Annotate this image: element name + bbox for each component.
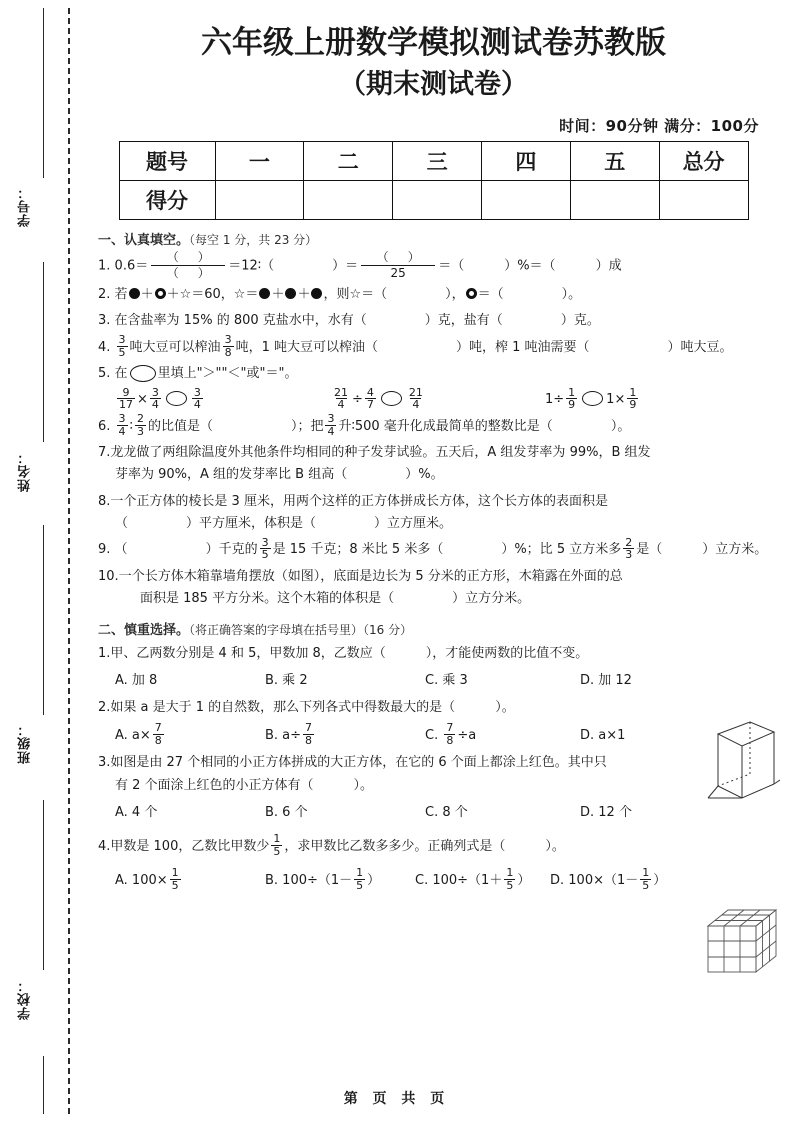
q2-2-stem: 如果 a 是大于 1 的自然数，那么下列各式中得数最大的是（ (110, 700, 456, 716)
question-number: 7. (98, 445, 111, 461)
fraction-blank-over-25[interactable]: $\frac{( )}{25}$ (361, 250, 435, 280)
q2-2-stem2: ）。 (495, 700, 515, 716)
q5-e3-left: 1÷ (545, 392, 565, 408)
section-1-title: 一、认真填空。 (98, 233, 190, 249)
q5-e3-right: 1× (606, 392, 626, 408)
q2-t7: ）， (445, 287, 465, 303)
question-1-8-cont (98, 511, 771, 536)
sealing-dashed-line (68, 8, 70, 1114)
q6-t2: 的比值是（ (147, 418, 213, 434)
q10-line2: 面积是 185 平方分米。这个木箱的体积是（ (140, 591, 395, 607)
q1-part3: ＝（ (438, 258, 465, 274)
question-number: 1. (98, 258, 111, 274)
option-b[interactable]: B. 6 个 (265, 805, 308, 821)
question-number: 4. (98, 339, 111, 355)
seal-rule-2 (43, 262, 44, 442)
section-1-heading (98, 229, 771, 248)
q9-t6: ）立方米。 (702, 542, 768, 558)
q1-part1: ＝12∶（ (228, 258, 275, 274)
q3-t3: ）克。 (560, 313, 600, 329)
fraction-21-4: $\frac{21}{4}$ (408, 385, 423, 412)
q2-3-line2b: ）。 (353, 777, 374, 793)
q2-t1: 若 (114, 287, 128, 303)
q9-t4: ）%；比 5 立方米多 (501, 542, 622, 558)
q2-1-stem: 甲、乙两数分别是 4 和 5，甲数加 8，乙数应（ (110, 645, 386, 661)
seal-rule-4 (43, 800, 44, 970)
option-c-text: C. (425, 727, 443, 743)
q8-line2c: ）立方厘米。 (374, 516, 453, 532)
question-2-2-options (115, 722, 771, 751)
question-2-4-options (115, 867, 771, 896)
question-1-2 (98, 282, 771, 307)
q2-4-stem-post: ，求甲数比乙数多多少。正确列式是（ (284, 838, 506, 854)
option-a-text: A. a× (115, 727, 151, 743)
option-b-text: B. a÷ (265, 727, 302, 743)
question-number: 8. (98, 493, 111, 509)
seal-label-name: 姓名： (18, 450, 33, 492)
black-circle-icon (259, 288, 270, 299)
black-circle-dot-icon (466, 288, 477, 299)
option-c[interactable] (425, 722, 580, 751)
table-row (119, 142, 748, 181)
fraction-1-5: $\frac{1}{5}$ (642, 866, 650, 892)
score-cell-1[interactable] (215, 181, 304, 220)
fraction-7-8: $\frac{7}{8}$ (446, 721, 454, 747)
option-b-suffix: ） (367, 873, 381, 888)
seal-rule-3 (43, 525, 44, 715)
fraction-blank-over-blank[interactable]: $\frac{( )}{( )}$ (151, 250, 225, 280)
question-1-1 (98, 251, 771, 281)
option-c-suffix: ÷a (457, 727, 477, 743)
fraction-3-4: $\frac{3}{4}$ (118, 412, 126, 438)
section-2-heading (98, 619, 771, 638)
fraction-1-5: $\frac{1}{5}$ (273, 832, 281, 858)
question-number: 6. (98, 418, 111, 434)
q8-line2: （ (115, 516, 129, 532)
q2-3-line2: 有 2 个面涂上红色的小正方体有（ (115, 777, 314, 793)
q8-line2b: ）平方厘米，体积是（ (186, 516, 317, 532)
sealing-margin (0, 0, 92, 1122)
black-circle-icon (129, 288, 140, 299)
question-2-1-options (115, 667, 771, 696)
q2-t8: ＝（ (477, 287, 504, 303)
score-cell-5[interactable] (570, 181, 659, 220)
score-table-col-4: 四 (481, 142, 570, 181)
option-d[interactable]: D. 12 个 (580, 805, 632, 821)
question-1-9 (98, 537, 771, 562)
q2-t2: ＋ (140, 287, 154, 303)
question-1-3 (98, 308, 771, 333)
score-table-col-3: 三 (393, 142, 482, 181)
cube-3x3x3-diagram (702, 902, 782, 978)
seal-rule-1 (43, 8, 44, 178)
question-1-5 (98, 361, 771, 386)
q2-t9: ）。 (561, 287, 582, 303)
fraction-1-5: $\frac{1}{5}$ (171, 866, 179, 892)
option-c[interactable] (415, 867, 550, 896)
q6-t3: ）；把 (290, 418, 324, 434)
question-2-1 (98, 641, 771, 666)
option-a[interactable] (115, 867, 265, 896)
q5-expression-3 (545, 387, 640, 412)
q2-t4: ＋ (271, 287, 285, 303)
question-1-5-expressions (98, 387, 771, 412)
q1-part5: ）成 (595, 258, 622, 274)
q1-part2: ）＝ (332, 258, 359, 274)
fraction-1-5: $\frac{1}{5}$ (506, 866, 514, 892)
question-number: 2. (98, 287, 111, 303)
fraction-9-17: $\frac{9}{17}$ (119, 385, 133, 412)
score-cell-2[interactable] (304, 181, 393, 220)
black-circle-dot-icon (155, 288, 166, 299)
option-c[interactable]: C. 8 个 (425, 805, 468, 821)
q2-t3: ＋☆＝60，☆＝ (166, 287, 259, 303)
option-a[interactable]: A. 加 8 (115, 672, 158, 688)
black-circle-icon (311, 288, 322, 299)
fraction-1-5: $\frac{1}{5}$ (356, 866, 364, 892)
q9-t2: ）千克的 (205, 542, 258, 558)
question-number: 10. (98, 568, 119, 584)
fraction-3-5: $\frac{3}{5}$ (118, 333, 126, 359)
seal-label-school: 学校： (18, 978, 33, 1020)
page-subtitle: （期末测试卷） (339, 68, 528, 100)
section-2-points: （将正确答案的字母填在括号里）（16 分） (189, 622, 413, 637)
q9-t3: 是 15 千克；8 米比 5 米多（ (272, 542, 444, 558)
question-number: 9. (98, 542, 111, 558)
q2-t5: ＋ (297, 287, 311, 303)
question-1-4 (98, 335, 771, 360)
comparison-circle-blank[interactable] (166, 391, 187, 406)
fraction-3-8: $\frac{3}{8}$ (224, 333, 232, 359)
fraction-3-4: $\frac{3}{4}$ (151, 385, 159, 412)
question-1-10-cont (98, 586, 771, 611)
score-cell-3[interactable] (393, 181, 482, 220)
question-2-2 (98, 695, 771, 720)
question-number: 5. (98, 366, 111, 382)
q5-expression-2 (330, 387, 545, 412)
table-row (119, 181, 748, 220)
title-block (96, 0, 771, 105)
q7-line2: 芽率为 90%，A 组的发芽率比 B 组高（ (115, 467, 348, 483)
q5-text2: 里填上"＞""＜"或"＝"。 (157, 366, 298, 382)
option-c-text: C. 100÷（1＋ (415, 873, 503, 888)
q7-line2b: ）%。 (405, 467, 444, 483)
question-1-6 (98, 414, 771, 439)
score-table-col-2: 二 (304, 142, 393, 181)
fraction-21-4: $\frac{21}{4}$ (334, 385, 348, 412)
option-d-suffix: ） (653, 873, 667, 888)
score-cell-4[interactable] (481, 181, 570, 220)
q4-t4: ）吨大豆。 (667, 339, 733, 355)
fraction-7-8: $\frac{7}{8}$ (154, 721, 162, 747)
option-a[interactable]: A. 4 个 (115, 805, 158, 821)
q2-t6: ，则☆＝（ (323, 287, 388, 303)
score-table-col-total: 总分 (659, 142, 748, 181)
page-title: 六年级上册数学模拟测试卷苏教版 (201, 25, 666, 61)
question-number: 3. (98, 755, 111, 771)
option-d[interactable]: D. a×1 (580, 727, 626, 743)
option-a[interactable] (115, 722, 265, 751)
fraction-7-8: $\frac{7}{8}$ (305, 721, 313, 747)
q2-1-stem2: ），才能使两数的比值不变。 (425, 645, 589, 661)
option-d[interactable] (550, 867, 700, 896)
q8-line1: 一个正方体的棱长是 3 厘米，用两个这样的正方体拼成长方体，这个长方体的表面积是 (110, 493, 608, 509)
fraction-2-3: $\frac{2}{3}$ (625, 535, 633, 562)
black-circle-icon (285, 288, 296, 299)
option-c-suffix: ） (517, 873, 531, 888)
exam-meta: 时间：90分钟 满分：100分 (559, 117, 759, 136)
seal-label-student-id: 学号： (18, 185, 33, 227)
question-2-3-options (115, 799, 771, 828)
q1-part4: ）%＝（ (504, 258, 556, 274)
fraction-1-9: $\frac{1}{9}$ (568, 385, 576, 412)
operator-multiply: × (137, 392, 148, 408)
option-b-text: B. 100÷（1－ (265, 873, 353, 888)
option-b[interactable] (265, 722, 425, 751)
option-b[interactable] (265, 867, 415, 896)
fraction-4-7: $\frac{4}{7}$ (366, 385, 374, 412)
section-2-title: 二、慎重选择。 (98, 622, 190, 638)
comparison-circle-blank[interactable] (582, 391, 603, 406)
fraction-1-9: $\frac{1}{9}$ (629, 385, 637, 412)
q5-text: 在 (114, 366, 128, 382)
q3-t2: ）克，盐有（ (424, 313, 503, 329)
section-1-points: （每空 1 分，共 23 分） (189, 233, 318, 248)
q7-line1: 龙龙做了两组除温度外其他条件均相同的种子发芽试验。五天后，A 组发芽率为 99%，B 组发 (110, 445, 651, 461)
comparison-circle-blank[interactable] (130, 365, 156, 382)
option-d-text: D. 100×（1－ (550, 873, 639, 888)
q5-expression-1 (115, 387, 330, 412)
question-2-4 (98, 834, 771, 859)
page-footer: 第 页 共 页 (343, 1091, 450, 1107)
score-table-col-1: 一 (215, 142, 304, 181)
q1-denominator: 25 (361, 265, 435, 280)
option-c[interactable]: C. 乘 3 (425, 672, 468, 688)
q6-t1: ∶ (129, 418, 133, 434)
q4-t1: 吨大豆可以榨油 (129, 339, 221, 355)
question-number: 1. (98, 645, 111, 661)
score-table (119, 141, 749, 220)
q2-4-stem-post2: ）。 (545, 838, 565, 854)
option-a-text: A. 100× (115, 873, 168, 888)
q1-lead: 0.6＝ (114, 258, 149, 274)
question-number: 4. (98, 838, 111, 854)
question-2-3-cont (98, 773, 771, 798)
score-cell-total[interactable] (659, 181, 748, 220)
exam-sheet (92, 0, 793, 1122)
fraction-2-3: $\frac{2}{3}$ (136, 412, 144, 438)
q6-t5: ）。 (610, 418, 631, 434)
rectangular-box-diagram (704, 712, 780, 804)
q3-text: 在含盐率为 15% 的 800 克盐水中，水有（ (114, 313, 367, 329)
q10-line1: 一个长方体木箱靠墙角摆放（如图），底面是边长为 5 分米的正方形，木箱露在外面的总 (118, 568, 623, 584)
q9-t5: 是（ (636, 542, 663, 558)
score-table-row-label-1: 题号 (119, 142, 215, 181)
fraction-3-4: $\frac{3}{4}$ (327, 412, 335, 438)
q4-t3: ）吨，榨 1 吨油需要（ (455, 339, 590, 355)
q2-4-stem-pre: 甲数是 100，乙数比甲数少 (110, 838, 270, 854)
question-number: 2. (98, 700, 111, 716)
q4-t2: 吨，1 吨大豆可以榨油（ (235, 339, 378, 355)
comparison-circle-blank[interactable] (381, 391, 402, 406)
question-number: 3. (98, 313, 111, 329)
score-table-col-5: 五 (570, 142, 659, 181)
option-b[interactable]: B. 乘 2 (265, 672, 308, 688)
q10-line2b: ）立方分米。 (452, 591, 531, 607)
fraction-3-4: $\frac{3}{4}$ (193, 385, 201, 412)
option-d[interactable]: D. 加 12 (580, 672, 632, 688)
q6-t4: 升∶500 毫升化成最简单的整数比是（ (338, 418, 553, 434)
score-table-row-label-2: 得分 (119, 181, 215, 220)
seal-label-class: 班级： (18, 722, 33, 764)
operator-divide: ÷ (352, 392, 363, 408)
q9-t1: （ (114, 542, 128, 558)
question-1-7-cont (98, 462, 771, 487)
q2-3-line1: 如图是由 27 个相同的小正方体拼成的大正方体，在它的 6 个面上都涂上红色。其中只 (110, 755, 607, 771)
fraction-3-5: $\frac{3}{5}$ (261, 535, 269, 562)
